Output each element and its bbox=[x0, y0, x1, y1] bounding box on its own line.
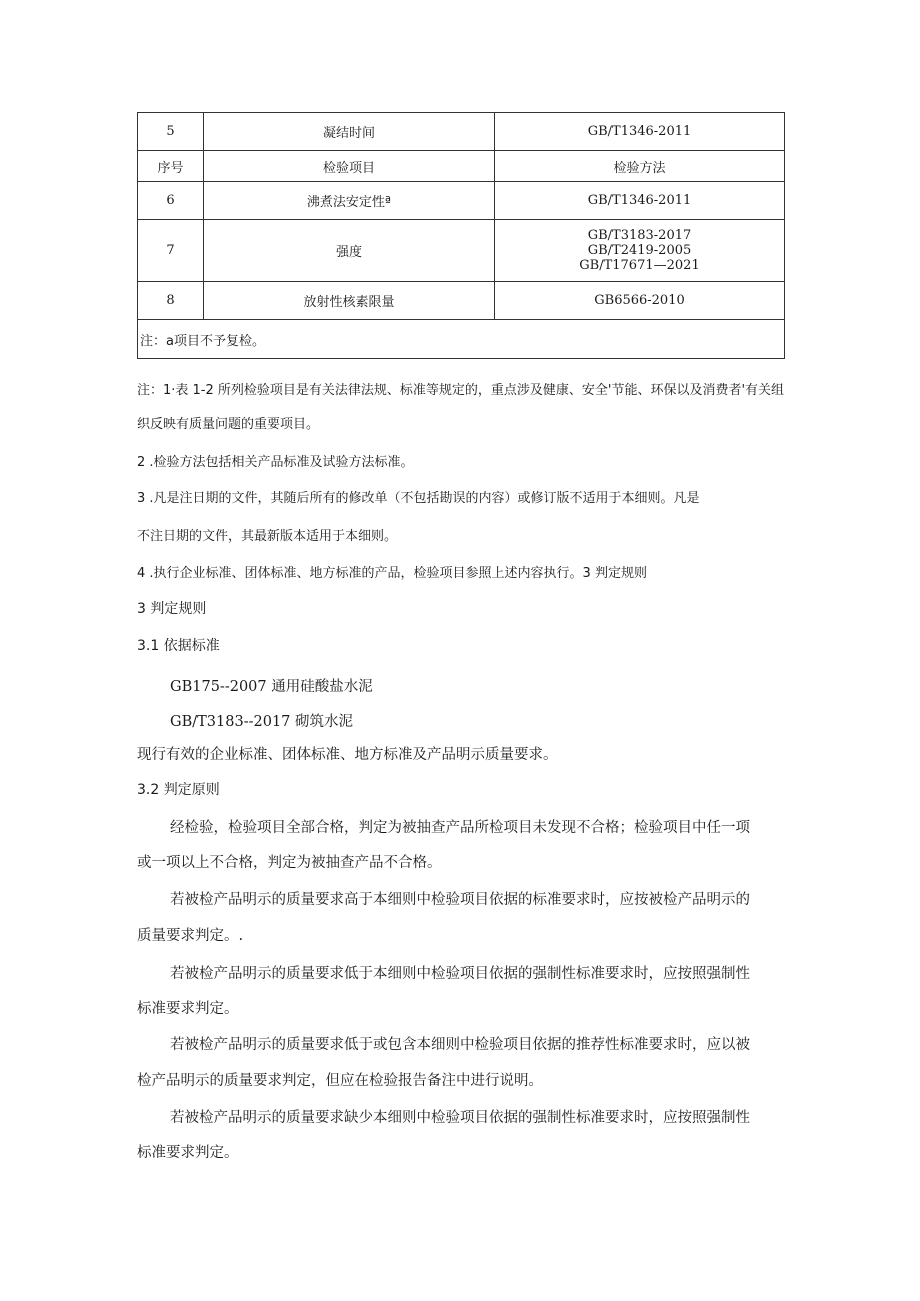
note-1-line-2: 织反映有质量问题的重要项目。 bbox=[137, 417, 320, 432]
inspection-item: 强度 bbox=[204, 220, 495, 282]
inspection-item: 凝结时间 bbox=[204, 113, 495, 151]
principle-4-line-2: 检产品明示的质量要求判定，但应在检验报告备注中进行说明。 bbox=[137, 1073, 543, 1089]
inspection-method: GB6566-2010 bbox=[495, 282, 785, 320]
inspection-item: 沸煮法安定性ª bbox=[204, 182, 495, 220]
note-3-line-1: 3 .凡是注日期的文件，其随后所有的修改单（不包括勘误的内容）或修订版不适用于本细则。凡是 bbox=[137, 491, 700, 506]
note-1-line-1: 注：1·表 1-2 所列检验项目是有关法律法规、标准等规定的，重点涉及健康、安全'节能、环保以及消费者'有关组 bbox=[137, 383, 785, 398]
principle-3-line-1: 若被检产品明示的质量要求低于本细则中检验项目依据的强制性标准要求时，应按照强制性 bbox=[170, 966, 750, 982]
table-note-row bbox=[138, 320, 785, 359]
principle-4-line-1: 若被检产品明示的质量要求低于或包含本细则中检验项目依据的推荐性标准要求时，应以被 bbox=[170, 1037, 750, 1053]
standard-1: GB175--2007 通用硅酸盐水泥 bbox=[170, 679, 373, 695]
principle-5-line-2: 标准要求判定。 bbox=[137, 1145, 239, 1161]
table-row bbox=[138, 113, 785, 151]
method-line: GB/T17671—2021 bbox=[579, 258, 700, 273]
inspection-method: GB/T1346-2011 bbox=[495, 182, 785, 220]
principle-2-line-2: 质量要求判定。. bbox=[137, 928, 244, 944]
note-3-line-2: 不注日期的文件，其最新版本适用于本细则。 bbox=[137, 529, 398, 544]
inspection-method: GB/T1346-2011 bbox=[495, 113, 785, 151]
principle-5-line-1: 若被检产品明示的质量要求缺少本细则中检验项目依据的强制性标准要求时，应按照强制性 bbox=[170, 1110, 750, 1126]
inspection-table bbox=[137, 112, 785, 359]
section-3-title: 3 判定规则 bbox=[137, 601, 207, 617]
section-3-2-title: 3.2 判定原则 bbox=[137, 782, 220, 798]
row-number: 6 bbox=[138, 182, 204, 220]
note-4: 4 .执行企业标准、团体标准、地方标准的产品，检验项目参照上述内容执行。3 判定规则 bbox=[137, 566, 647, 581]
row-number: 7 bbox=[138, 220, 204, 282]
header-item: 检验项目 bbox=[204, 151, 495, 182]
table-row bbox=[138, 220, 785, 282]
header-number: 序号 bbox=[138, 151, 204, 182]
table-row bbox=[138, 282, 785, 320]
row-number: 8 bbox=[138, 282, 204, 320]
inspection-method bbox=[495, 220, 785, 282]
header-method: 检验方法 bbox=[495, 151, 785, 182]
method-line: GB/T2419-2005 bbox=[587, 243, 692, 258]
section-3-1-title: 3.1 依据标准 bbox=[137, 638, 220, 654]
table-header-row bbox=[138, 151, 785, 182]
method-line: GB/T3183-2017 bbox=[587, 228, 692, 243]
standard-2: GB/T3183--2017 砌筑水泥 bbox=[170, 714, 354, 730]
standard-3: 现行有效的企业标准、团体标准、地方标准及产品明示质量要求。 bbox=[137, 747, 558, 763]
table-row bbox=[138, 182, 785, 220]
row-number: 5 bbox=[138, 113, 204, 151]
principle-2-line-1: 若被检产品明示的质量要求高于本细则中检验项目依据的标准要求时，应按被检产品明示的 bbox=[170, 892, 750, 908]
table-note: 注：a项目不予复检。 bbox=[138, 320, 785, 359]
inspection-item: 放射性核素限量 bbox=[204, 282, 495, 320]
principle-1-line-1: 经检验，检验项目全部合格，判定为被抽查产品所检项目未发现不合格；检验项目中任一项 bbox=[170, 820, 750, 836]
principle-1-line-2: 或一项以上不合格，判定为被抽查产品不合格。 bbox=[137, 855, 442, 871]
note-2: 2 .检验方法包括相关产品标准及试验方法标准。 bbox=[137, 455, 414, 470]
principle-3-line-2: 标准要求判定。 bbox=[137, 1001, 239, 1017]
